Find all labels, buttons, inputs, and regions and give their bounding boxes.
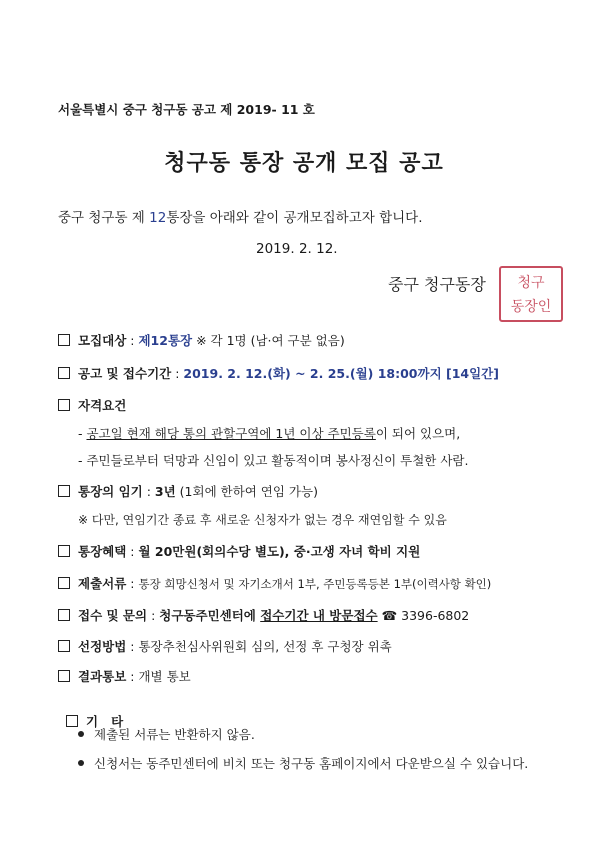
contact-underlined: 접수기간 내 방문접수: [260, 608, 378, 623]
checkbox-square-icon: [66, 715, 78, 727]
bullet-icon: [78, 760, 84, 766]
item-value: 월 20만원(회의수당 별도), 중·고생 자녀 학비 지원: [138, 544, 421, 559]
issuer: 중구 청구동장: [388, 275, 486, 294]
item-label: 선정방법: [78, 639, 127, 654]
contact-prefix: 청구동주민센터에: [159, 608, 261, 623]
seal-line-2: 동장인: [510, 299, 552, 315]
item-value: 제12통장: [138, 333, 193, 348]
checkbox-square-icon: [58, 399, 70, 411]
qualification-line-1: [78, 424, 460, 442]
checkbox-square-icon: [58, 367, 70, 379]
item-documents: [58, 574, 491, 592]
document-number: 서울특별시 중구 청구동 공고 제 2019- 11 호: [58, 102, 315, 117]
item-label: 제출서류: [78, 576, 127, 591]
item-value: 통장추천심사위원회 심의, 선정 후 구청장 위촉: [138, 639, 392, 654]
item-result: [58, 667, 191, 685]
list-item: [78, 754, 528, 772]
item-sep: :: [126, 544, 139, 559]
item-value: 개별 통보: [138, 669, 191, 684]
qualification-underlined: 공고일 현재 해당 통의 관할구역에 1년 이상 주민등록: [86, 426, 376, 441]
intro-suffix: 통장을 아래와 같이 공개모집하고자 합니다.: [166, 210, 423, 226]
intro-text: [58, 206, 423, 226]
bullet-icon: [78, 731, 84, 737]
term-note: ※ 다만, 연임기간 종료 후 새로운 신청자가 없는 경우 재연임할 수 있음: [78, 513, 447, 527]
checkbox-square-icon: [58, 609, 70, 621]
item-label: 결과통보: [78, 669, 127, 684]
item-label: 통장혜택: [78, 544, 127, 559]
item-detail: (1회에 한하여 연임 가능): [175, 484, 318, 499]
item-label: 모집대상: [78, 333, 127, 348]
official-seal: [499, 266, 563, 322]
item-label: 통장의 임기: [78, 484, 143, 499]
line-suffix: 이 되어 있으며,: [375, 426, 461, 441]
seal-line-1: 청구: [517, 275, 545, 291]
intro-prefix: 중구 청구동 제: [58, 210, 150, 226]
checkbox-square-icon: [58, 545, 70, 557]
bullet-text: 제출된 서류는 반환하지 않음.: [94, 727, 255, 742]
item-note: ※ 각 1명 (남·여 구분 없음): [192, 333, 345, 348]
line-prefix: -: [78, 426, 87, 441]
item-value: 통장 희망신청서 및 자기소개서 1부, 주민등록등본 1부(이력사항 확인): [138, 577, 492, 591]
item-term: [58, 482, 318, 500]
item-period: [58, 364, 499, 382]
bullet-text: 신청서는 동주민센터에 비치 또는 청구동 홈페이지에서 다운받으실 수 있습니다.: [94, 756, 529, 771]
item-label: 자격요건: [78, 398, 127, 413]
item-value: 2019. 2. 12.(화) ~ 2. 25.(월) 18:00까지 [14일간]: [183, 366, 499, 381]
checkbox-square-icon: [58, 670, 70, 682]
item-sep: :: [147, 608, 160, 623]
page-title: 청구동 통장 공개 모집 공고: [164, 151, 444, 176]
notice-date: 2019. 2. 12.: [256, 241, 338, 257]
item-recruit: [58, 331, 345, 349]
item-sep: :: [126, 576, 139, 591]
item-label: 접수 및 문의: [78, 608, 148, 623]
item-sep: :: [171, 366, 184, 381]
item-qualification: [58, 396, 126, 414]
intro-number: 12: [149, 210, 167, 226]
item-label: 공고 및 접수기간: [78, 366, 172, 381]
item-sep: :: [126, 669, 139, 684]
qualification-line-2: - 주민들로부터 덕망과 신임이 있고 활동적이며 봉사정신이 투철한 사람.: [78, 453, 469, 468]
list-item: [78, 725, 255, 743]
checkbox-square-icon: [58, 640, 70, 652]
checkbox-square-icon: [58, 485, 70, 497]
item-sep: :: [142, 484, 155, 499]
checkbox-square-icon: [58, 334, 70, 346]
item-selection: [58, 637, 392, 655]
contact-phone: ☎ 3396-6802: [377, 608, 470, 623]
item-sep: :: [126, 333, 139, 348]
item-benefit: [58, 542, 420, 560]
item-sep: :: [126, 639, 139, 654]
item-value: 3년: [154, 484, 176, 499]
item-label: 기 타: [85, 714, 124, 729]
checkbox-square-icon: [58, 577, 70, 589]
item-contact: [58, 606, 469, 624]
